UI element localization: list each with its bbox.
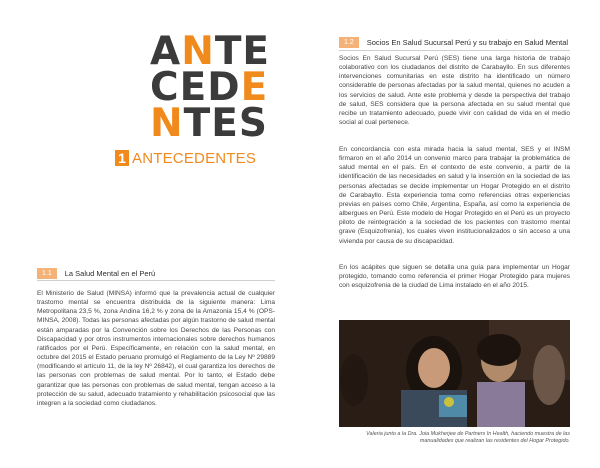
section-badge: 1.1 xyxy=(37,268,57,279)
title-letters: CED xyxy=(150,65,241,110)
chapter-number: 1 xyxy=(115,150,129,166)
title-accent-letters: E xyxy=(240,65,269,110)
title-letters: A xyxy=(150,29,182,74)
big-title xyxy=(150,29,271,146)
section-1-1-header xyxy=(37,268,155,279)
photo-caption: Valeria junto a la Dra. Joia Mukherjee de Partners In Health, haciendo muestra de las manualidades que realizan las residentes del Hogar Protegido. xyxy=(366,431,570,444)
section-heading: Socios En Salud Sucursal Perú y su trabajo en Salud Mental xyxy=(366,38,569,47)
photo xyxy=(339,320,570,427)
section-1-2-paragraph-1: Socios En Salud Sucursal Perú (SES) tiene una larga historia de trabajo colaborativo con los ciudadanos del distrito de Carabayllo. En sus diferentes intervenciones comunitarias en este distrito ha identificado un número considerable de personas afectadas por la salud mental, quienes no acuden a los servicios de salud. Ante este problema y desde la perspectiva del trabajo de salud, SES considera que la persona afectada en su salud mental que recibe un tratamiento adecuado, puede vivir con calidad de vida en el medio social al cual pertenece. xyxy=(339,55,570,127)
section-1-2-paragraph-2: En concordancia con esta mirada hacia la salud mental, SES y el INSM firmaron en el año 2014 un convenio marco para trabajar la problemática de salud mental en el país. En el contexto de este convenio, a partir de la identificación de las necesidades en salud y la inserción en la sociedad de las personas afectadas se decide implementar un Hogar Protegido en el distrito de Carabayllo. Esta experiencia toma como referencias otras experiencias previas en países como Chile, Argentina, España, así como la experiencia de albergues en Perú. Este modelo de Hogar Protegido en el Perú es un proyecto piloto de reintegración a la sociedad de los pacientes con trastorno mental grave (Esquizofrenia), los cuales viven institucionalizados o sin acceso a una vivienda por causa de su discapacidad. xyxy=(339,146,570,245)
photo-illustration xyxy=(339,320,570,427)
title-letters: TE xyxy=(214,29,271,74)
section-1-2-paragraph-3: En los acápites que siguen se detalla una guía para implementar un Hogar protegido, tomando como referencia el primer Hogar Protegido para mujeres con esquizofrenia de la ciudad de Lima instalado en el año 2015. xyxy=(339,264,570,290)
section-divider xyxy=(37,280,275,281)
chapter-heading xyxy=(115,150,256,166)
title-accent-letters: N xyxy=(150,101,184,146)
section-badge: 1.2 xyxy=(339,37,359,48)
section-1-2-header xyxy=(339,37,568,48)
big-title-line xyxy=(150,101,270,146)
section-heading: La Salud Mental en el Perú xyxy=(64,269,156,278)
section-divider xyxy=(339,50,570,51)
title-letters: TES xyxy=(183,101,268,146)
title-accent-letters: N xyxy=(181,29,215,74)
section-1-1-paragraph: El Ministerio de Salud (MINSA) informó que la prevalencia actual de cualquier trastorno mental se encuentra distribuida de la siguiente manera: Lima Metropolitana 23,5 %, zona Andina 16,2 % y zona de la Amazonia 15,4 % (OPS-MINSA, 2008). Todas las personas afectadas por algún trastorno de salud mental están amparadas por la Convención sobre los Derechos de las Personas con Discapacidad y por otros instrumentos internacionales sobre derechos humanos ratificados por el Perú. Específicamente, en relación con la salud mental, en octubre del 2015 el Estado peruano promulgó el Reglamento de la Ley Nº 29889 (modificando el artículo 11, de la ley Nº 26842), el cual garantiza los derechos de las personas con problemas de salud mental. Por lo tanto, el Estado debe garantizar que las personas con problemas de salud mental, tengan acceso a la protección de su salud, adecuado tratamiento y rehabilitación psicosocial que las integren a la sociedad como ciudadanos. xyxy=(37,290,275,407)
chapter-title: ANTECEDENTES xyxy=(132,149,257,167)
